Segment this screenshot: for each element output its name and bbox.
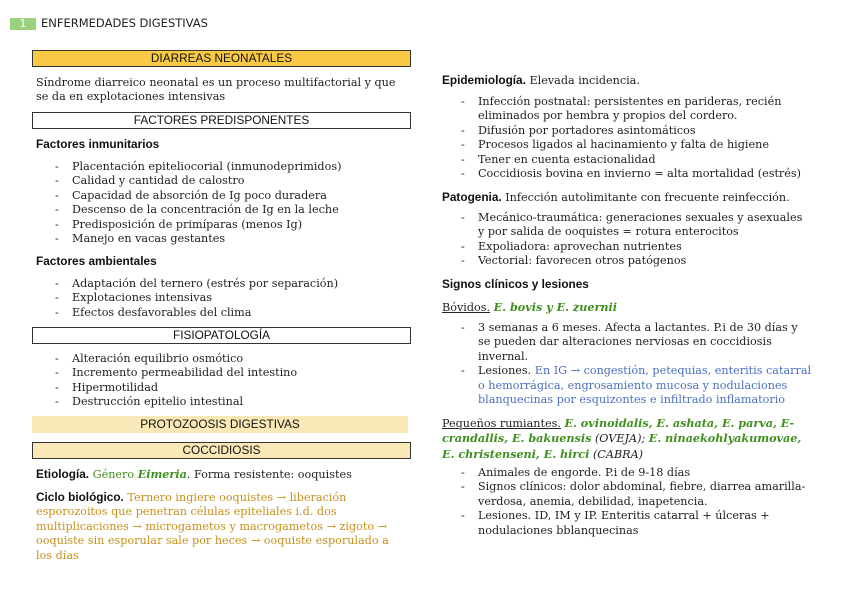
species-cabra: E. ninaekohlyakumovae, E. christenseni, E. hirci bbox=[442, 431, 802, 461]
section-box-factores-predisponentes: FACTORES PREDISPONENTES bbox=[32, 112, 411, 129]
list-item: - Animales de engorde. P.i de 9-18 días bbox=[442, 466, 812, 480]
list-item: - Signos clínicos: dolor abdominal, fiebre, diarrea amarilla-verdosa, anemia, debilidad, inapetencia. bbox=[442, 480, 812, 509]
list-item: - Placentación epiteliocorial (inmunodeprimidos) bbox=[36, 160, 416, 174]
bovidos-label: Bóvidos. bbox=[442, 301, 491, 314]
cabra-label: (CABRA) bbox=[592, 447, 644, 461]
section-box-fisiopatologia: FISIOPATOLOGÍA bbox=[32, 327, 411, 344]
species-oveja: E. ovinoidalis, E. ashata, E. parva, E- crandallis, E. bakuensis bbox=[442, 416, 795, 446]
list-item: - Adaptación del ternero (estrés por separación) bbox=[36, 277, 416, 291]
bovidos-species: E. bovis y E. zuernii bbox=[493, 300, 618, 314]
list-item: - Hipermotilidad bbox=[36, 381, 416, 395]
intro-paragraph: Síndrome diarreico neonatal es un proceso multifactorial y que se da en explotaciones intensivas bbox=[36, 76, 396, 104]
list-item: - Alteración equilibrio osmótico bbox=[36, 352, 416, 366]
lesiones-label: Lesiones. bbox=[478, 364, 532, 378]
list-item: - Procesos ligados al hacinamiento y falta de higiene bbox=[442, 138, 812, 152]
etiologia-genero: Género bbox=[92, 468, 135, 481]
heading-signos-clinicos: Signos clínicos y lesiones bbox=[442, 277, 589, 291]
etiologia-label: Etiología. bbox=[36, 467, 90, 481]
pequenos-rumiantes-heading bbox=[442, 416, 814, 462]
etiologia-eimeria: Eimeria bbox=[137, 467, 187, 481]
page-header bbox=[0, 14, 848, 32]
ciclo-biologico-paragraph bbox=[36, 490, 398, 563]
ciclo-label: Ciclo biológico. bbox=[36, 490, 124, 504]
document-title: ENFERMEDADES DIGESTIVAS bbox=[41, 16, 208, 30]
list-epidemiologia bbox=[442, 95, 812, 181]
list-item: - 3 semanas a 6 meses. Afecta a lactantes. P.i de 30 días y se pueden dar alteraciones nerviosas en coccidiosis invernal. bbox=[442, 321, 812, 364]
list-item: - Manejo en vacas gestantes bbox=[36, 232, 416, 246]
list-item: - Coccidiosis bovina en invierno = alta mortalidad (estrés) bbox=[442, 167, 812, 181]
page-number: 1 bbox=[10, 18, 36, 30]
lesiones-text: En IG → congestión, petequias, enteritis catarral o hemorrágica, engrosamiento mucosa y nodulaciones blanquecinas por esquizontes e infiltrado inflamatorio bbox=[478, 364, 812, 407]
list-item: - Lesiones. ID, IM y IP. Enteritis catarral + úlceras + nodulaciones bblanquecinas bbox=[442, 509, 812, 538]
oveja-label: (OVEJA); bbox=[594, 432, 646, 446]
section-box-protozoosis: PROTOZOOSIS DIGESTIVAS bbox=[32, 416, 408, 433]
patogenia-label: Patogenia. bbox=[442, 190, 502, 204]
list-item: - Explotaciones intensivas bbox=[36, 291, 416, 305]
list-pequenos-rumiantes bbox=[442, 466, 812, 538]
epidemiologia-text: Elevada incidencia. bbox=[529, 74, 640, 87]
list-item: - Incremento permeabilidad del intestino bbox=[36, 366, 416, 380]
list-item: - Efectos desfavorables del clima bbox=[36, 306, 416, 320]
list-item: - Calidad y cantidad de calostro bbox=[36, 174, 416, 188]
bovidos-heading bbox=[442, 300, 832, 315]
list-item: - Descenso de la concentración de Ig en la leche bbox=[36, 203, 416, 217]
list-bovidos bbox=[442, 321, 812, 407]
list-item: - Capacidad de absorción de Ig poco duradera bbox=[36, 189, 416, 203]
patogenia-paragraph bbox=[442, 190, 832, 205]
list-patogenia bbox=[442, 211, 812, 269]
list-item: - Vectorial: favorecen otros patógenos bbox=[442, 254, 812, 268]
etiologia-paragraph bbox=[36, 467, 411, 482]
epidemiologia-paragraph bbox=[442, 73, 832, 88]
list-item: - Expoliadora: aprovechan nutrientes bbox=[442, 240, 812, 254]
list-item: - Destrucción epitelio intestinal bbox=[36, 395, 416, 409]
epidemiologia-label: Epidemiología. bbox=[442, 73, 526, 87]
ciclo-text: Ternero ingiere ooquistes → liberación esporozoitos que penetran células epiteliales i.d. dos multiplicaciones → microgametos y macrogametos → zigoto → ooquiste sin esporular sale por heces → ooquiste esporulado a los días bbox=[36, 491, 389, 562]
list-item: - Predisposición de primíparas (menos Ig) bbox=[36, 218, 416, 232]
patogenia-text: Infección autolimitante con frecuente reinfección. bbox=[505, 191, 790, 204]
heading-factores-inmunitarios: Factores inmunitarios bbox=[36, 137, 160, 151]
list-factores-inmunitarios bbox=[36, 160, 416, 246]
etiologia-rest: . Forma resistente: ooquistes bbox=[186, 468, 352, 481]
list-item: - Infección postnatal: persistentes en parideras, recién eliminados por hembra y propios del cordero. bbox=[442, 95, 812, 124]
heading-factores-ambientales: Factores ambientales bbox=[36, 254, 157, 268]
list-item: - Tener en cuenta estacionalidad bbox=[442, 153, 812, 167]
section-box-diarreas-neonatales: DIARREAS NEONATALES bbox=[32, 50, 411, 67]
list-factores-ambientales bbox=[36, 277, 416, 320]
list-fisiopatologia bbox=[36, 352, 416, 410]
list-item: - Mecánico-traumática: generaciones sexuales y asexuales y por salida de ooquistes = rotura enterocitos bbox=[442, 211, 812, 240]
section-box-coccidiosis: COCCIDIOSIS bbox=[32, 442, 411, 459]
list-item: - Difusión por portadores asintomáticos bbox=[442, 124, 812, 138]
pequenos-rumiantes-label: Pequeños rumiantes. bbox=[442, 417, 561, 430]
list-item bbox=[442, 364, 812, 407]
